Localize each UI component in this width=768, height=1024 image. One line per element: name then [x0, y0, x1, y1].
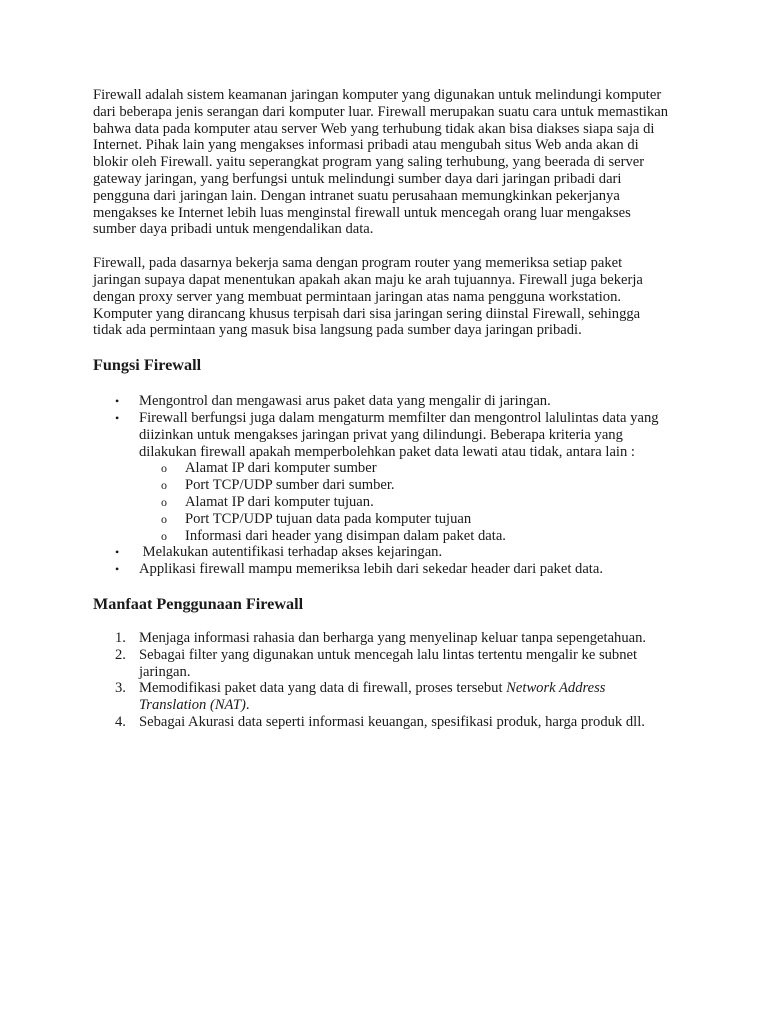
sublist-item-text: Port TCP/UDP tujuan data pada komputer tujuan	[185, 510, 472, 527]
list-number: 4.	[115, 713, 126, 730]
fungsi-heading: Fungsi Firewall	[93, 356, 202, 375]
list-item-text: Mengontrol dan mengawasi arus paket data yang mengalir di jaringan.	[139, 393, 551, 410]
manfaat-item-4	[93, 714, 672, 731]
bullet-icon: •	[115, 562, 120, 577]
list-item-text-end: .	[245, 697, 250, 714]
circle-bullet-icon: o	[161, 461, 167, 476]
fungsi-item-4	[93, 561, 672, 578]
fungsi-list	[93, 393, 672, 578]
circle-bullet-icon: o	[161, 528, 167, 543]
fungsi-subitem-1	[139, 460, 672, 477]
fungsi-item-2	[93, 410, 672, 544]
manfaat-item-3	[93, 680, 672, 714]
manfaat-item-2	[93, 647, 672, 681]
list-item-text: Sebagai filter yang digunakan untuk mencegah lalu lintas tertentu mengalir ke subnet jaringan.	[139, 646, 638, 680]
sublist-item-text: Informasi dari header yang disimpan dalam paket data.	[185, 527, 506, 544]
sublist-item-text: Alamat IP dari komputer tujuan.	[185, 493, 374, 510]
manfaat-list	[93, 630, 672, 731]
sublist-item-text: Alamat IP dari komputer sumber	[185, 460, 377, 477]
list-item-text: Melakukan autentifikasi terhadap akses kejaringan.	[139, 544, 443, 561]
fungsi-item-3	[93, 544, 672, 561]
list-number: 1.	[115, 629, 126, 646]
list-item-text: Memodifikasi paket data yang data di firewall, proses tersebut	[139, 680, 507, 697]
circle-bullet-icon: o	[161, 478, 167, 493]
intro-paragraph-2: Firewall, pada dasarnya bekerja sama dengan program router yang memeriksa setiap paket jaringan supaya dapat menentukan apakah akan maju ke arah tujuannya. Firewall juga bekerja dengan proxy server yang membuat permintaan jaringan atas nama pengguna workstation. Komputer yang dirancang khusus terpisah dari sisa jaringan sering diinstal Firewall, sehingga tidak ada permintaan yang masuk bisa langsung pada sumber daya jaringan pribadi.	[93, 255, 643, 339]
list-number: 3.	[115, 680, 126, 697]
intro-paragraph-1: Firewall adalah sistem keamanan jaringan komputer yang digunakan untuk melindungi komputer dari beberapa jenis serangan dari komputer luar. Firewall merupakan suatu cara untuk memastikan bahwa data pada komputer atau server Web yang terhubung tidak akan bisa diakses siapa saja di Internet. Pihak lain yang mengakses informasi pribadi atau mengubah situs Web anda akan di blokir oleh Firewall. yaitu seperangkat program yang saling terhubung, yang beerada di server gateway jaringan, yang berfungsi untuk melindungi sumber daya dari jaringan pribadi dari pengguna dari jaringan lain. Dengan intranet suatu perusahaan memungkinkan pekerjanya mengakses ke Internet lebih luas menginstal firewall untuk mencegah orang luar mengakses sumber daya pribadi untuk mengendalikan data.	[93, 87, 669, 238]
list-item-text: Firewall berfungsi juga dalam mengaturm memfilter dan mengontrol lalulintas data yang diizinkan untuk mengakses jaringan privat yang dilindungi. Beberapa kriteria yang dilakukan firewall apakah memperbolehkan paket data lewati atau tidak, antara lain :	[139, 409, 659, 460]
list-item-text: Menjaga informasi rahasia dan berharga yang menyelinap keluar tanpa sepengetahuan.	[139, 629, 647, 646]
fungsi-subitem-5	[139, 528, 672, 545]
circle-bullet-icon: o	[161, 494, 167, 509]
list-item-italic-term: Network Address Translation (NAT)	[139, 680, 606, 714]
fungsi-sublist	[139, 460, 672, 544]
fungsi-item-1	[93, 393, 672, 410]
bullet-icon: •	[115, 394, 120, 409]
manfaat-item-1	[93, 630, 672, 647]
list-item-text: Applikasi firewall mampu memeriksa lebih dari sekedar header dari paket data.	[139, 561, 603, 578]
list-number: 2.	[115, 646, 126, 663]
fungsi-subitem-4	[139, 511, 672, 528]
bullet-icon: •	[115, 545, 120, 560]
circle-bullet-icon: o	[161, 511, 167, 526]
fungsi-subitem-3	[139, 494, 672, 511]
sublist-item-text: Port TCP/UDP sumber dari sumber.	[185, 477, 395, 494]
fungsi-subitem-2	[139, 477, 672, 494]
manfaat-heading: Manfaat Penggunaan Firewall	[93, 594, 304, 613]
list-item-text: Sebagai Akurasi data seperti informasi keuangan, spesifikasi produk, harga produk dll.	[139, 713, 645, 730]
bullet-icon: •	[115, 410, 120, 425]
